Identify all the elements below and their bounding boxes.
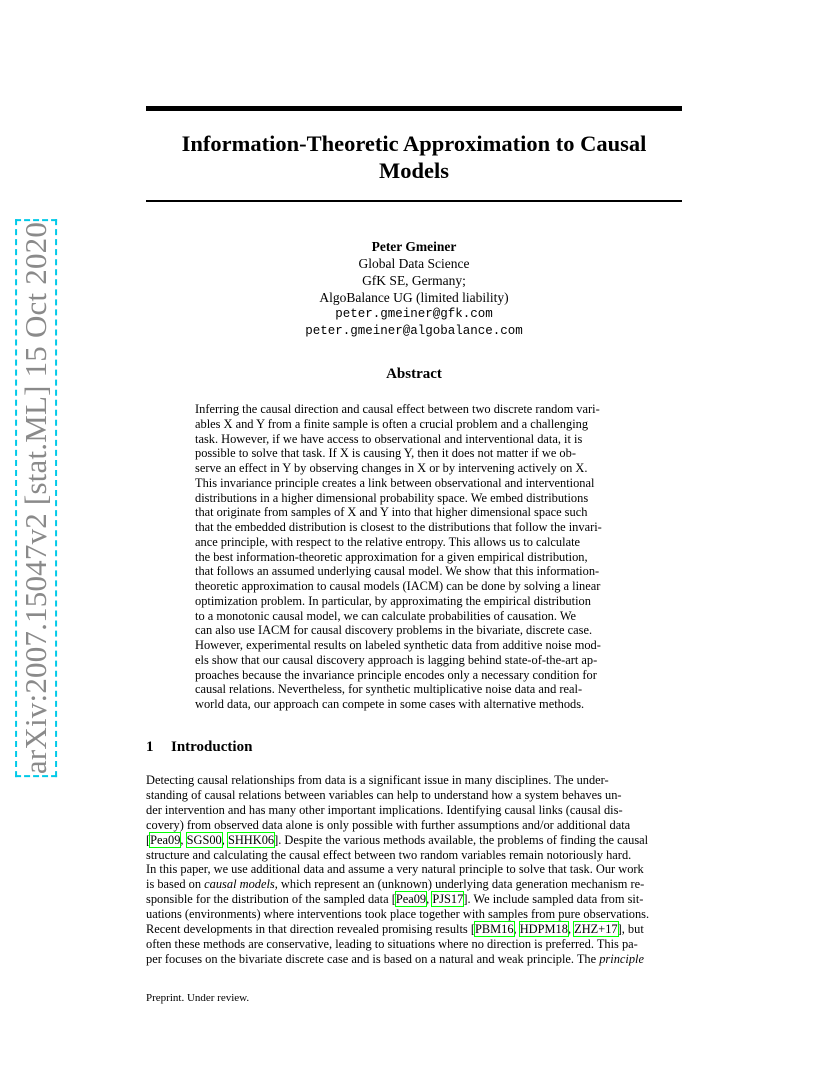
- abstract-line: that follows an assumed underlying causal model. We show that this information-: [195, 564, 600, 579]
- abstract-line: can also use IACM for causal discovery problems in the bivariate, discrete case.: [195, 623, 593, 638]
- citation-link-pea09[interactable]: Pea09: [395, 892, 427, 907]
- body-line: often these methods are conservative, leading to situations where no direction is preferred. This pa-: [146, 936, 638, 951]
- abstract-body: [195, 402, 636, 712]
- abstract-line: This invariance principle creates a link between observational and interventional: [195, 475, 595, 490]
- citation-link-pbm16[interactable]: PBM16: [474, 922, 514, 937]
- body-line: uations (environments) where interventions took place together with samples from pure observations.: [146, 907, 650, 922]
- body-line: Detecting causal relationships from data is a significant issue in many disciplines. The under-: [146, 773, 609, 787]
- arxiv-identifier-text[interactable]: arXiv:2007.15047v2 [stat.ML] 15 Oct 2020: [18, 221, 53, 775]
- body-line: der intervention and has many other important implications. Identifying causal links (causal dis-: [146, 802, 623, 817]
- abstract-line: serve an effect in Y by observing changes in X or by intervening actively on X.: [195, 461, 588, 475]
- author-affiliation-3: AlgoBalance UG (limited liability): [319, 290, 509, 305]
- abstract-line: distributions in a higher dimensional probability space. We embed distributions: [195, 490, 589, 505]
- paper-title-line-2: Models: [379, 158, 449, 183]
- footer-note: Preprint. Under review.: [146, 992, 250, 1004]
- abstract-line: world data, our approach can compete in some cases with alternative methods.: [195, 697, 585, 711]
- author-email-2: peter.gmeiner@algobalance.com: [305, 324, 523, 338]
- abstract-line: els show that our causal discovery approach is lagging behind state-of-the-art ap-: [195, 652, 598, 667]
- body-line: per focuses on the bivariate discrete case and is based on a natural and weak principle. The principle: [146, 951, 644, 966]
- paper-title: [146, 130, 682, 184]
- body-line: standing of causal relations between variables can help to understand how a system behaves un-: [146, 787, 622, 802]
- abstract-line: that the embedded distribution is closest to the distributions that follow the invari-: [195, 520, 602, 534]
- citation-link-shhk06[interactable]: SHHK06: [227, 832, 275, 847]
- author-affiliation-2: GfK SE, Germany;: [362, 273, 466, 288]
- author-block: [146, 238, 682, 340]
- citation-link-sgs00[interactable]: SGS00: [186, 832, 222, 847]
- section-heading-introduction: [146, 739, 252, 756]
- body-line: covery) from observed data alone is only possible with further assumptions and/or additional data: [146, 817, 631, 832]
- author-email-1: peter.gmeiner@gfk.com: [335, 307, 493, 321]
- section-number: 1: [146, 739, 154, 755]
- abstract-line: task. However, if we have access to observational and interventional data, it is: [195, 431, 583, 446]
- abstract-line: that originate from samples of X and Y into that higher dimensional space such: [195, 505, 588, 520]
- section-title: Introduction: [171, 739, 253, 755]
- abstract-line: the best information-theoretic approximation for a given empirical distribution,: [195, 549, 588, 564]
- citation-link-hdpm18[interactable]: HDPM18: [519, 922, 568, 937]
- abstract-line: to a monotonic causal model, we can calculate probabilities of causation. We: [195, 608, 577, 623]
- citation-link-zhz17[interactable]: ZHZ+17: [574, 922, 618, 937]
- body-line: sponsible for the distribution of the sampled data [Pea09, PJS17]. We include sampled data from sit-: [146, 892, 644, 907]
- citation-link-pjs17[interactable]: PJS17: [432, 892, 464, 907]
- title-bottom-rule: [146, 200, 682, 202]
- arxiv-identifier-stamp[interactable]: [14, 221, 58, 775]
- body-line: [Pea09, SGS00, SHHK06]. Despite the various methods available, the problems of finding the causal: [146, 832, 649, 847]
- author-name: Peter Gmeiner: [371, 239, 457, 254]
- body-line: is based on causal models, which represent an (unknown) underlying data generation mechanism re-: [146, 877, 645, 892]
- paper-title-line-1: Information-Theoretic Approximation to Causal: [181, 131, 647, 156]
- abstract-line: causal relations. Nevertheless, for synthetic multiplicative noise data and real-: [195, 682, 583, 697]
- title-top-rule: [146, 106, 682, 111]
- emphasis-principle: principle: [599, 951, 644, 966]
- abstract-line: proaches because the invariance principle encodes only a necessary condition for: [195, 667, 597, 682]
- abstract-line: However, experimental results on labeled synthetic data from additive noise mod-: [195, 638, 601, 652]
- body-line: Recent developments in that direction revealed promising results [PBM16, HDPM18, ZHZ+17], but: [146, 922, 644, 937]
- body-line: In this paper, we use additional data and assume a very natural principle to solve that task. Our work: [146, 862, 644, 877]
- body-line: structure and calculating the causal effect between two random variables remain notoriously hard.: [146, 847, 632, 862]
- abstract-heading: Abstract: [386, 366, 442, 382]
- abstract-line: theoretic approximation to causal models (IACM) can be done by solving a linear: [195, 579, 601, 593]
- abstract-line: optimization problem. In particular, by approximating the empirical distribution: [195, 593, 591, 608]
- emphasis-causal-models: causal models: [204, 877, 275, 892]
- abstract-line: possible to solve that task. If X is causing Y, then it does not matter if we ob-: [195, 446, 576, 461]
- abstract-line: ables X and Y from a finite sample is often a crucial problem and a challenging: [195, 416, 589, 431]
- abstract-line: Inferring the causal direction and causal effect between two discrete random vari-: [195, 402, 600, 416]
- introduction-body: [146, 773, 682, 967]
- citation-link-pea09[interactable]: Pea09: [150, 832, 181, 847]
- abstract-line: ance principle, with respect to the relative entropy. This allows us to calculate: [195, 534, 581, 549]
- author-affiliation-1: Global Data Science: [358, 256, 470, 271]
